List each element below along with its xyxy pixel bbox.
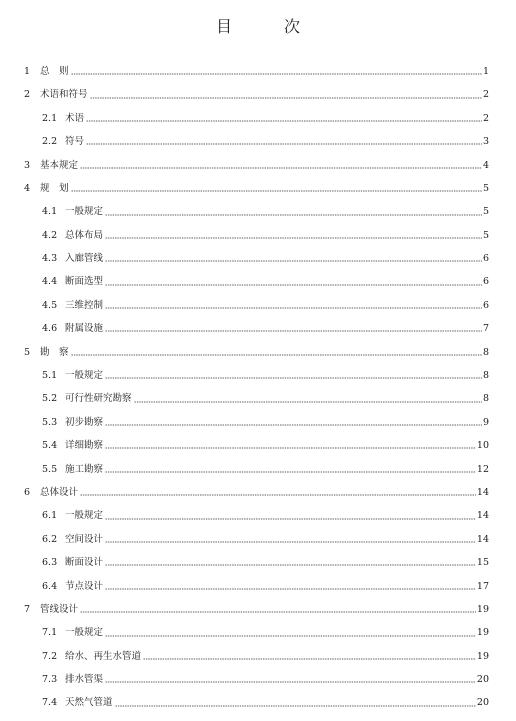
toc-entry-label: 初步勘察: [65, 416, 104, 428]
toc-dot-leader: [105, 254, 482, 263]
toc-entry-number: 4.4: [42, 276, 58, 288]
toc-dot-leader: [80, 605, 476, 614]
toc-dot-leader: [105, 324, 482, 333]
toc-entry-number: 7: [24, 603, 31, 615]
toc-entry-number: 1: [24, 65, 31, 77]
toc-entry-number: 5.4: [42, 440, 58, 452]
toc-entry-number: 6: [24, 486, 31, 498]
toc-dot-leader: [105, 231, 482, 240]
toc-section-entry[interactable]: [0, 504, 516, 527]
toc-entry-number: 2.2: [42, 136, 58, 148]
toc-entry-number: 7.2: [42, 650, 58, 662]
toc-entry-page: 8: [482, 346, 489, 358]
toc-dot-leader: [105, 208, 482, 217]
toc-entry-number: 4.1: [42, 206, 58, 218]
toc-dot-leader: [105, 675, 476, 684]
toc-entry-label: 符号: [65, 136, 85, 148]
toc-entry-page: 4: [482, 159, 489, 171]
toc-entry-number: 6.4: [42, 580, 58, 592]
toc-entry-label: 断面设计: [65, 557, 104, 569]
toc-entry-page: 9: [482, 416, 489, 428]
toc-entry-number: 3: [24, 159, 31, 171]
toc-entry-page: 17: [476, 580, 489, 592]
toc-entry-label: 详细勘察: [65, 440, 104, 452]
toc-entry-label: 一般规定: [65, 510, 104, 522]
toc-entry-label: 一般规定: [65, 370, 104, 382]
toc-entry-number: 6.2: [42, 533, 58, 545]
toc-dot-leader: [105, 418, 482, 427]
toc-entry-number: 2: [24, 89, 31, 101]
toc-entry-label: 节点设计: [65, 580, 104, 592]
toc-entry-label: 一般规定: [65, 627, 104, 639]
toc-dot-leader: [86, 114, 482, 123]
toc-entry-page: 3: [482, 136, 489, 148]
toc-entry-label: 术语: [65, 112, 85, 124]
toc-entry-page: 20: [476, 674, 489, 686]
toc-entry-label: 附属设施: [65, 323, 104, 335]
toc-entry-page: 10: [476, 440, 489, 452]
toc-chapter-entry[interactable]: [0, 60, 516, 83]
toc-entry-label: 给水、再生水管道: [65, 650, 142, 662]
toc-entry-page: 8: [482, 393, 489, 405]
toc-section-entry[interactable]: [0, 668, 516, 691]
toc-chapter-entry[interactable]: [0, 598, 516, 621]
toc-entry-page: 19: [476, 627, 489, 639]
toc-entry-label: 基本规定: [40, 159, 79, 171]
toc-entry-label: 三维控制: [65, 299, 104, 311]
toc-dot-leader: [86, 137, 482, 146]
toc-section-entry[interactable]: [0, 551, 516, 574]
toc-dot-leader: [105, 441, 476, 450]
toc-dot-leader: [90, 91, 482, 100]
toc-section-entry[interactable]: [0, 387, 516, 410]
toc-entry-number: 4.2: [42, 229, 58, 241]
toc-section-entry[interactable]: [0, 434, 516, 457]
toc-entry-number: 4.3: [42, 253, 58, 265]
toc-section-entry[interactable]: [0, 458, 516, 481]
toc-entry-page: 5: [482, 229, 489, 241]
toc-dot-leader: [105, 465, 476, 474]
toc-entry-page: 19: [476, 603, 489, 615]
toc-dot-leader: [71, 67, 482, 76]
toc-entry-page: 1: [482, 65, 489, 77]
toc-dot-leader: [105, 629, 476, 638]
toc-entry-label: 空间设计: [65, 533, 104, 545]
toc-entry-number: 6.1: [42, 510, 58, 522]
table-of-contents: [0, 60, 516, 715]
toc-entry-number: 7.3: [42, 674, 58, 686]
toc-section-entry[interactable]: [0, 317, 516, 340]
toc-dot-leader: [143, 652, 476, 661]
toc-section-entry[interactable]: [0, 294, 516, 317]
toc-dot-leader: [134, 395, 482, 404]
toc-entry-page: 8: [482, 370, 489, 382]
toc-entry-number: 7.4: [42, 697, 58, 709]
toc-entry-number: 7.1: [42, 627, 58, 639]
toc-entry-number: 5.1: [42, 370, 58, 382]
toc-section-entry[interactable]: [0, 645, 516, 668]
toc-dot-leader: [115, 699, 476, 708]
toc-entry-label: 可行性研究勘察: [65, 393, 132, 405]
toc-section-entry[interactable]: [0, 247, 516, 270]
toc-dot-leader: [105, 558, 476, 567]
toc-entry-page: 5: [482, 206, 489, 218]
toc-entry-label: 总体设计: [40, 486, 79, 498]
toc-section-entry[interactable]: [0, 692, 516, 715]
toc-entry-label: 一般规定: [65, 206, 104, 218]
toc-entry-label: 入廊管线: [65, 253, 104, 265]
toc-entry-page: 2: [482, 89, 489, 101]
toc-entry-page: 6: [482, 276, 489, 288]
toc-chapter-entry[interactable]: [0, 341, 516, 364]
toc-entry-label: 排水管渠: [65, 674, 104, 686]
toc-section-entry[interactable]: [0, 364, 516, 387]
toc-entry-label: 总体布局: [65, 229, 104, 241]
toc-section-entry[interactable]: [0, 224, 516, 247]
toc-entry-page: 15: [476, 557, 489, 569]
toc-section-entry[interactable]: [0, 411, 516, 434]
toc-entry-number: 4.6: [42, 323, 58, 335]
toc-entry-number: 2.1: [42, 112, 58, 124]
toc-entry-page: 14: [476, 510, 489, 522]
toc-dot-leader: [71, 348, 482, 357]
toc-entry-number: 5.5: [42, 463, 58, 475]
toc-section-entry[interactable]: [0, 107, 516, 130]
toc-dot-leader: [105, 301, 482, 310]
toc-entry-number: 4.5: [42, 299, 58, 311]
page-title: 目 次: [215, 17, 318, 36]
toc-entry-number: 6.3: [42, 557, 58, 569]
toc-dot-leader: [105, 535, 476, 544]
toc-entry-page: 6: [482, 299, 489, 311]
toc-section-entry[interactable]: [0, 271, 516, 294]
toc-dot-leader: [71, 184, 482, 193]
toc-section-entry[interactable]: [0, 130, 516, 153]
toc-dot-leader: [105, 278, 482, 287]
toc-dot-leader: [105, 371, 482, 380]
toc-entry-page: 2: [482, 112, 489, 124]
toc-dot-leader: [80, 161, 482, 170]
toc-entry-label: 勘 察: [40, 346, 69, 358]
toc-entry-label: 施工勘察: [65, 463, 104, 475]
toc-dot-leader: [105, 512, 476, 521]
toc-entry-number: 5.3: [42, 416, 58, 428]
toc-section-entry[interactable]: [0, 200, 516, 223]
toc-chapter-entry[interactable]: [0, 177, 516, 200]
toc-entry-page: 14: [476, 486, 489, 498]
toc-entry-page: 5: [482, 182, 489, 194]
toc-entry-page: 14: [476, 533, 489, 545]
toc-section-entry[interactable]: [0, 621, 516, 644]
toc-entry-page: 6: [482, 253, 489, 265]
toc-entry-page: 7: [482, 323, 489, 335]
toc-chapter-entry[interactable]: [0, 83, 516, 106]
toc-entry-number: 5.2: [42, 393, 58, 405]
toc-dot-leader: [105, 582, 476, 591]
toc-dot-leader: [80, 488, 476, 497]
toc-entry-label: 术语和符号: [40, 89, 88, 101]
toc-chapter-entry[interactable]: [0, 154, 516, 177]
toc-chapter-entry[interactable]: [0, 481, 516, 504]
toc-entry-number: 4: [24, 182, 31, 194]
toc-entry-label: 天然气管道: [65, 697, 113, 709]
toc-entry-page: 20: [476, 697, 489, 709]
toc-entry-label: 断面选型: [65, 276, 104, 288]
toc-entry-label: 总 则: [40, 65, 69, 77]
toc-section-entry[interactable]: [0, 528, 516, 551]
toc-entry-page: 12: [476, 463, 489, 475]
toc-entry-label: 管线设计: [40, 603, 79, 615]
toc-section-entry[interactable]: [0, 575, 516, 598]
toc-entry-label: 规 划: [40, 182, 69, 194]
toc-entry-number: 5: [24, 346, 31, 358]
toc-entry-page: 19: [476, 650, 489, 662]
